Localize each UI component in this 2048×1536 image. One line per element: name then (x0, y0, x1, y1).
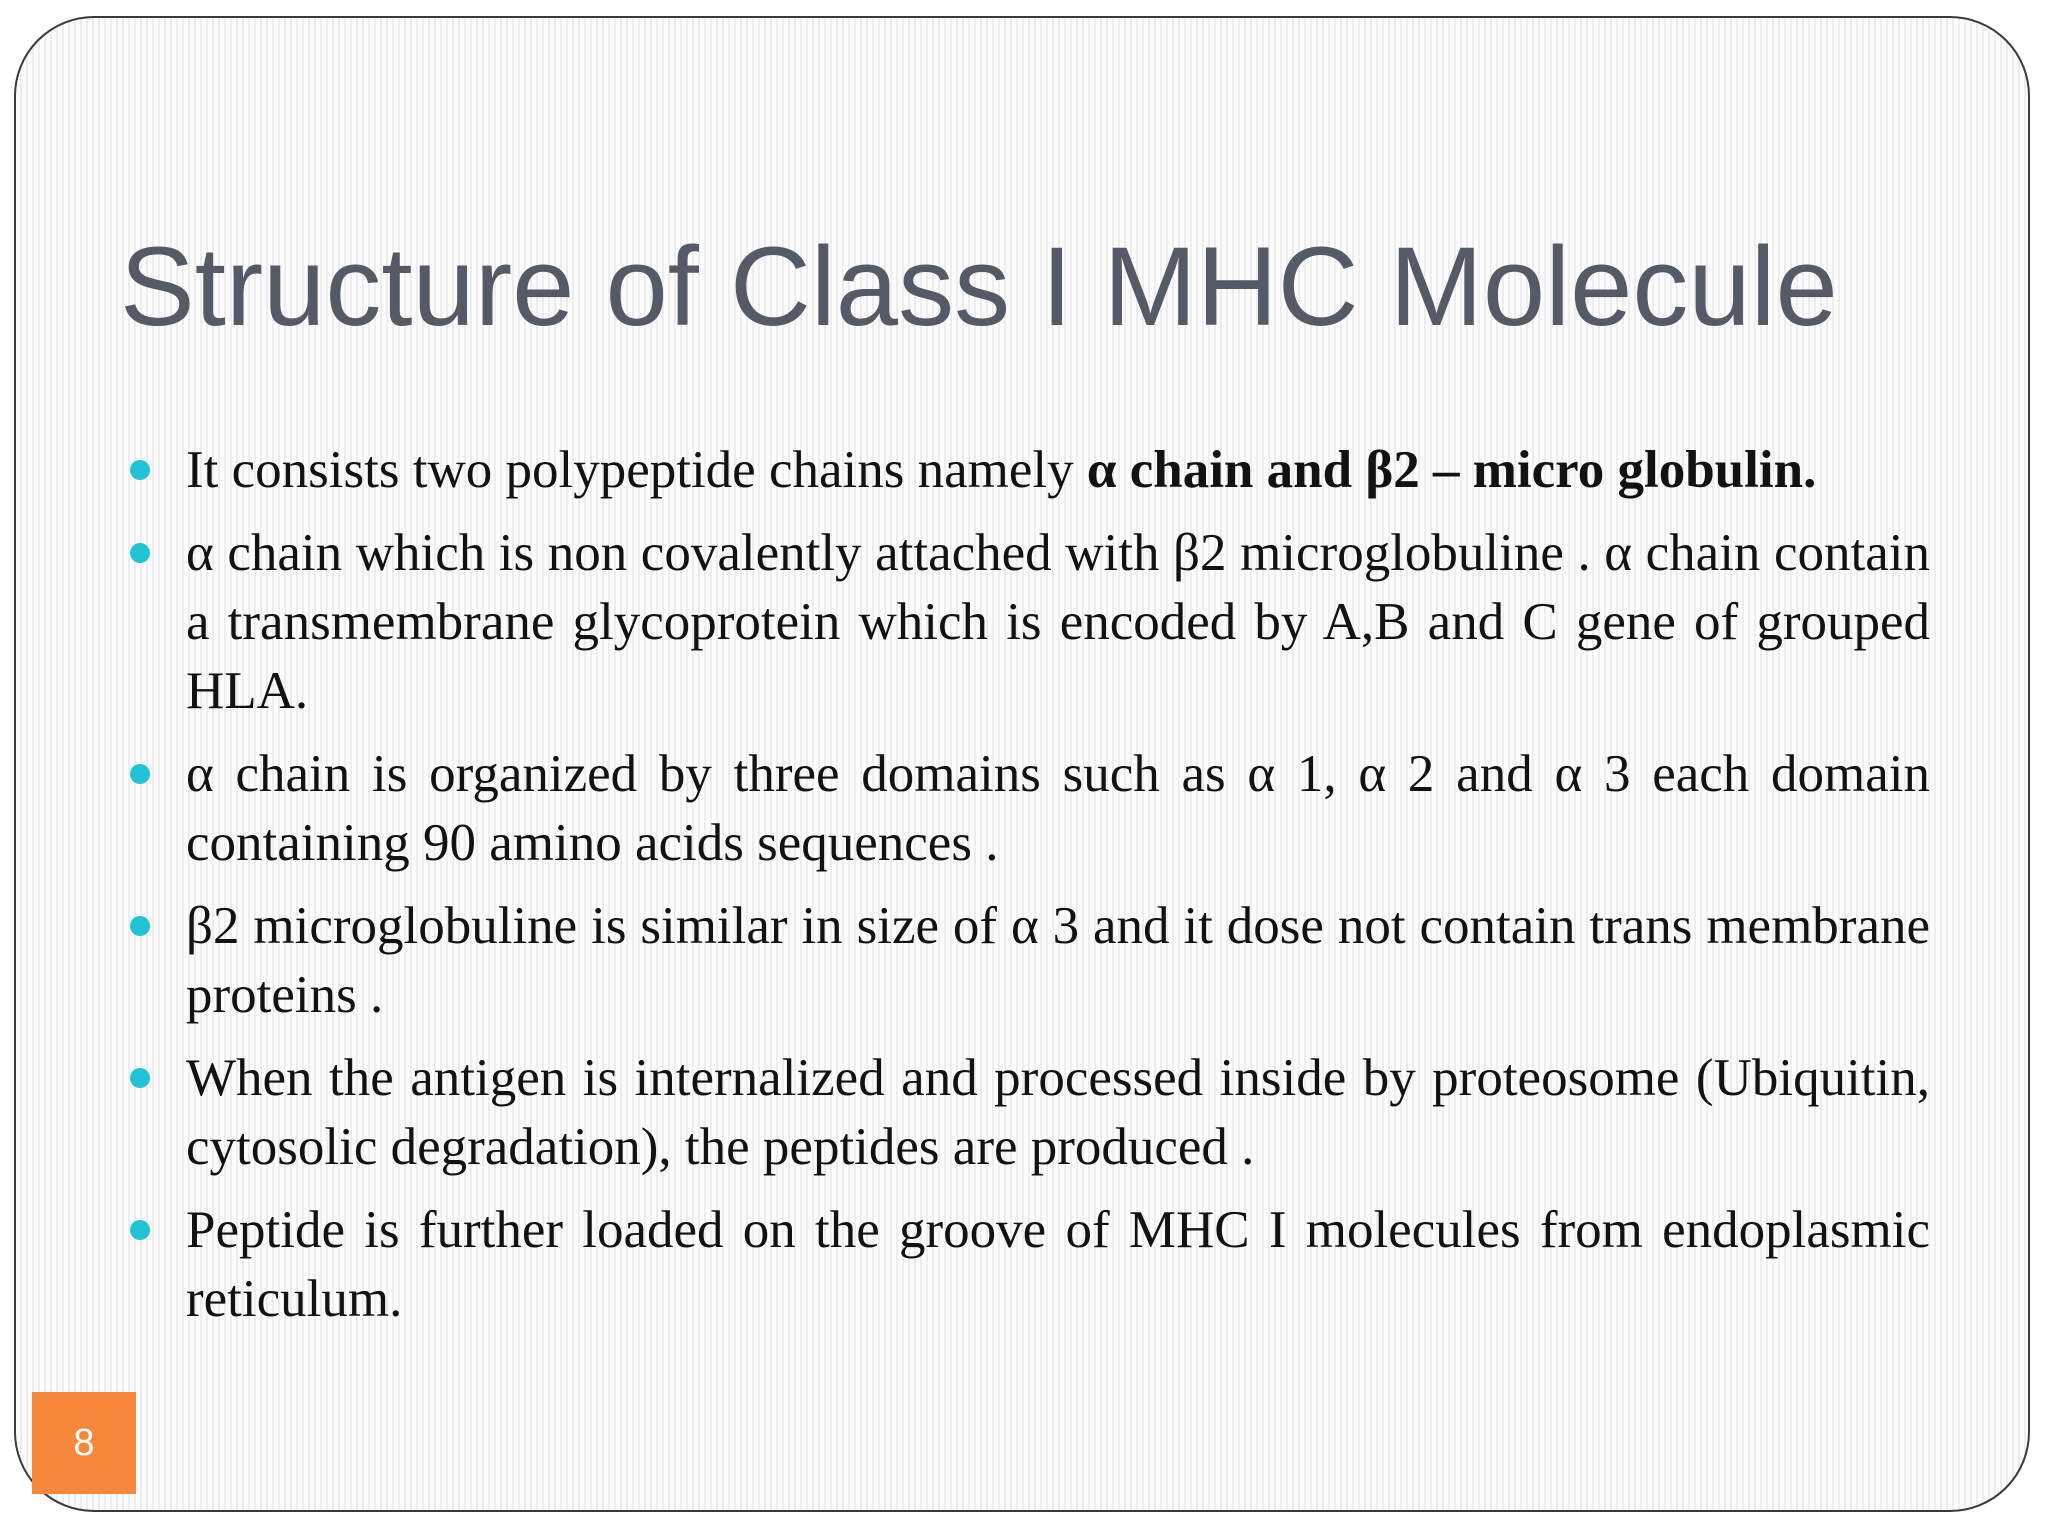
bullet-item (130, 1196, 1930, 1334)
bullet-text: α chain is organized by three domains such as α 1, α 2 and α 3 each domain containing 90 amino acids sequences . (186, 745, 1930, 872)
bullet-list (130, 436, 1930, 1348)
bullet-item (130, 740, 1930, 878)
bullet-item (130, 436, 1930, 505)
bullet-text: α chain which is non covalently attached with β2 microglobuline . α chain contain a transmembrane glycoprotein which is encoded by A,B and C gene of grouped HLA. (186, 524, 1930, 720)
bullet-text: When the antigen is internalized and processed inside by proteosome (Ubiquitin, cytosolic degradation), the peptides are produced . (186, 1049, 1930, 1176)
bullet-marker-icon (130, 1068, 150, 1088)
page-number-badge: 8 (32, 1392, 136, 1494)
bullet-text: It consists two polypeptide chains namely (186, 441, 1087, 499)
bullet-item (130, 519, 1930, 726)
bullet-bold-text: α chain and β2 – micro globulin. (1086, 441, 1817, 499)
bullet-text: β2 microglobuline is similar in size of α 3 and it dose not contain trans membrane proteins . (186, 897, 1930, 1024)
slide-title: Structure of Class I MHC Molecule (120, 224, 1838, 349)
bullet-text: Peptide is further loaded on the groove of MHC I molecules from endoplasmic reticulum. (186, 1201, 1930, 1328)
bullet-item (130, 892, 1930, 1030)
bullet-marker-icon (130, 543, 150, 563)
bullet-marker-icon (130, 460, 150, 480)
bullet-marker-icon (130, 1220, 150, 1240)
bullet-marker-icon (130, 764, 150, 784)
bullet-marker-icon (130, 916, 150, 936)
bullet-item (130, 1044, 1930, 1182)
